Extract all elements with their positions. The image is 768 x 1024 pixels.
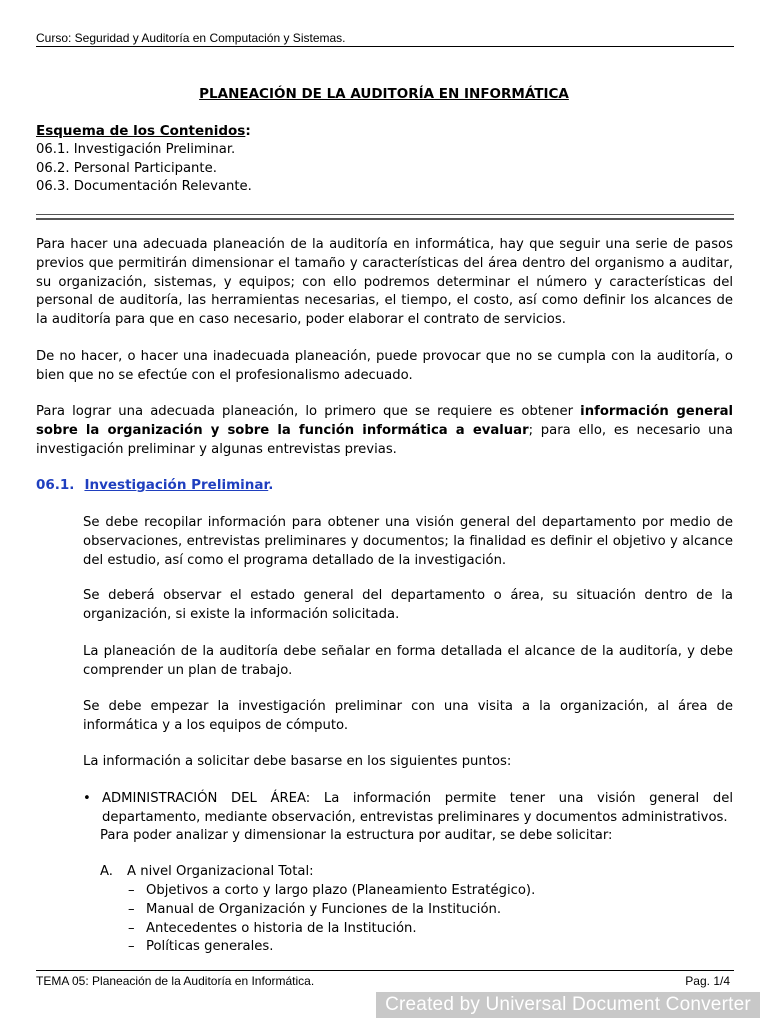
section-heading: 06.1. Investigación Preliminar. [36,477,274,493]
section-paragraph-5: La información a solicitar debe basarse en los siguientes puntos: [83,754,512,769]
page-header [36,31,734,47]
intro-paragraph-3: Para lograr una adecuada planeación, lo primero que se requiere es obtener información general sobre la organización y sobre la función informática a evaluar; para ello, es necesario una investigación preliminar y algunas entrevistas previas. [36,404,733,457]
dash-icon: – [128,920,135,936]
list-item: – Antecedentes o historia de la Institución. [128,920,535,939]
bullet-subtext: Para poder analizar y dimensionar la estructura por auditar, se debe solicitar: [100,828,613,843]
toc-item: 06.2. Personal Participante. [36,160,217,176]
bullet-text: ADMINISTRACIÓN DEL ÁREA: La información permite tener una visión general del departamento, mediante observación, entrevistas preliminares y documentos administrativos. [102,791,733,825]
dash-icon: – [128,901,135,917]
intro-paragraph-2: De no hacer, o hacer una inadecuada planeación, puede provocar que no se cumpla con la auditoría, o bien que no se efectúe con el profesionalismo adecuado. [36,349,733,383]
section-paragraph-2: Se deberá observar el estado general del departamento o área, su situación dentro de la organización, si existe la información solicitada. [83,588,733,622]
toc-item: 06.3. Documentación Relevante. [36,179,252,195]
document-title: PLANEACIÓN DE LA AUDITORÍA EN INFORMÁTICA [199,86,569,102]
page-number: Pag. 1/4 [685,974,730,988]
dash-icon: – [128,939,135,955]
footer-topic: TEMA 05: Planeación de la Auditoría en Informática. [36,974,315,988]
toc-heading: Esquema de los Contenidos: [36,123,251,139]
double-divider [36,214,734,220]
converter-watermark: Created by Universal Document Converter [376,992,760,1018]
dash-list [128,882,535,957]
section-paragraph-3: La planeación de la auditoría debe señalar en forma detallada el alcance de la auditoría, y debe comprender un plan de trabajo. [83,644,733,678]
section-paragraph-1: Se debe recopilar información para obtener una visión general del departamento por medio de observaciones, entrevistas preliminares y documentos; la finalidad es definir el objetivo y alcance del estudio, así como el programa detallado de la investigación. [83,515,733,568]
course-name: Curso: Seguridad y Auditoría en Computación y Sistemas. [36,31,346,45]
section-paragraph-4: Se debe empezar la investigación preliminar con una visita a la organización, al área de informática y a los equipos de cómputo. [83,699,733,733]
list-item: – Manual de Organización y Funciones de la Institución. [128,901,535,920]
table-of-contents [36,122,736,197]
intro-paragraph-1: Para hacer una adecuada planeación de la auditoría en informática, hay que seguir una serie de pasos previos que permitirán dimensionar el tamaño y características del área dentro del organismo a auditar, su organización, sistemas, y equipos; con ello podremos determinar el número y características del personal de auditoría, las herramientas necesarias, el tiempo, el costo, así como definir los alcances de la auditoría para que en caso necesario, poder elaborar el contrato de servicios. [36,237,733,328]
page-footer [36,970,734,988]
bullet-icon: • [83,791,91,806]
section-title-link[interactable]: Investigación Preliminar [84,477,269,493]
list-item: – Objetivos a corto y largo plazo (Planeamiento Estratégico). [128,882,535,901]
toc-item: 06.1. Investigación Preliminar. [36,141,236,157]
bullet-item [83,790,733,828]
alpha-text: A nivel Organizacional Total: [127,864,314,879]
list-item: – Políticas generales. [128,938,535,957]
dash-icon: – [128,883,135,898]
alpha-letter: A. [100,864,113,879]
